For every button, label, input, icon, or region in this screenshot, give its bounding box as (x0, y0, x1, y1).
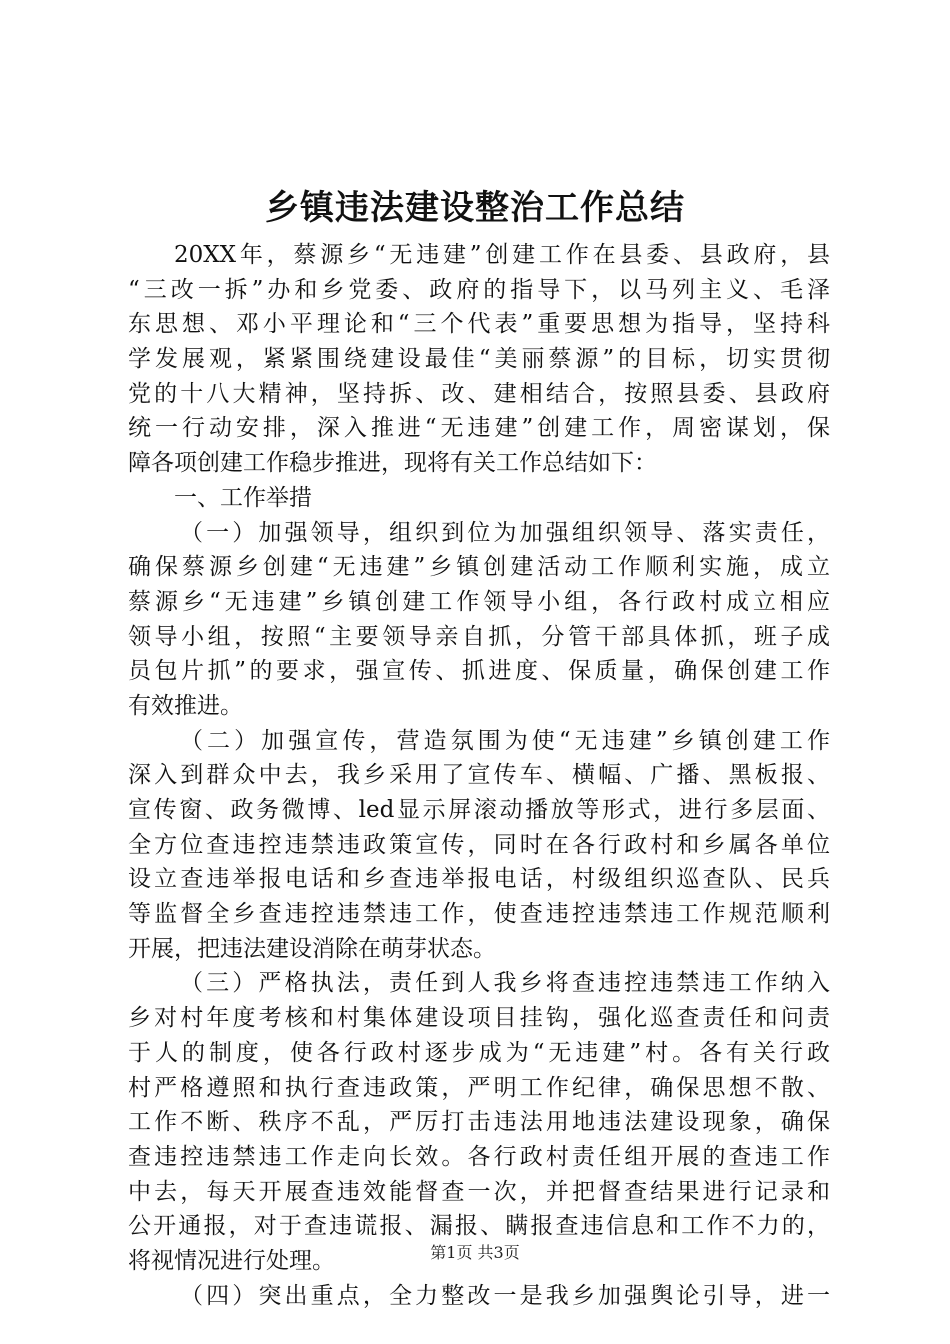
body-line: 学发展观，紧紧围绕建设最佳“美丽蔡源”的目标，切实贯彻 (128, 346, 830, 373)
page-footer: 第1页 共3页 (430, 1243, 520, 1262)
subsection-heading: （二）加强宣传，营造氛围为使“无违建”乡镇创建工作 (180, 727, 830, 754)
body-line: 党的十八大精神，坚持拆、改、建相结合，按照县委、县政府 (128, 380, 830, 407)
body-line: 宣传窗、政务微博、led显示屏滚动播放等形式，进行多层面、 (128, 797, 830, 823)
body-line: 有效推进。 (128, 692, 243, 719)
body-line: 工作不断、秩序不乱，严厉打击违法用地违法建设现象，确保 (128, 1109, 830, 1136)
subsection-heading: （一）加强领导，组织到位为加强组织领导、落实责任， (180, 519, 830, 546)
body-line: 深入到群众中去，我乡采用了宣传车、横幅、广播、黑板报、 (128, 762, 830, 789)
body-line: 等监督全乡查违控违禁违工作，使查违控违禁违工作规范顺利 (128, 901, 830, 928)
document-title: 乡镇违法建设整治工作总结 (265, 188, 685, 228)
body-line: 统一行动安排，深入推进“无违建”创建工作，周密谋划，保 (128, 415, 830, 442)
body-line: 公开通报，对于查违谎报、漏报、瞒报查违信息和工作不力的， (128, 1213, 830, 1240)
document-body (128, 238, 830, 1313)
subsection-heading: （三）严格执法，责任到人我乡将查违控违禁违工作纳入 (180, 970, 830, 997)
body-line: 于人的制度，使各行政村逐步成为“无违建”村。各有关行政 (128, 1039, 830, 1066)
body-line: 将视情况进行处理。 (128, 1247, 335, 1274)
body-line: 开展，把违法建设消除在萌芽状态。 (128, 935, 496, 962)
body-line: 东思想、邓小平理论和“三个代表”重要思想为指导，坚持科 (128, 311, 830, 338)
section-heading: 一、工作举措 (174, 484, 312, 511)
subsection-heading: （四）突出重点，全力整改一是我乡加强舆论引导，进一 (180, 1282, 830, 1309)
body-line: “三改一拆”办和乡党委、政府的指导下，以马列主义、毛泽 (128, 276, 830, 303)
body-line: 员包片抓”的要求，强宣传、抓进度、保质量，确保创建工作 (128, 658, 830, 685)
body-line: 查违控违禁违工作走向长效。各行政村责任组开展的查违工作 (128, 1143, 830, 1170)
body-line: 20XX年，蔡源乡“无违建”创建工作在县委、县政府，县 (174, 242, 830, 268)
body-line: 村严格遵照和执行查违政策，严明工作纪律，确保思想不散、 (128, 1074, 830, 1101)
body-line: 中去，每天开展查违效能督查一次，并把督查结果进行记录和 (128, 1178, 830, 1205)
body-line: 确保蔡源乡创建“无违建”乡镇创建活动工作顺利实施，成立 (128, 554, 830, 581)
body-line: 领导小组，按照“主要领导亲自抓，分管干部具体抓，班子成 (128, 623, 830, 650)
body-line: 障各项创建工作稳步推进，现将有关工作总结如下： (128, 450, 657, 477)
body-line: 全方位查违控违禁违政策宣传，同时在各行政村和乡属各单位 (128, 831, 830, 858)
body-line: 乡对村年度考核和村集体建设项目挂钩，强化巡查责任和问责 (128, 1005, 830, 1032)
body-line: 蔡源乡“无违建”乡镇创建工作领导小组，各行政村成立相应 (128, 588, 830, 615)
body-line: 设立查违举报电话和乡查违举报电话，村级组织巡查队、民兵 (128, 866, 830, 893)
